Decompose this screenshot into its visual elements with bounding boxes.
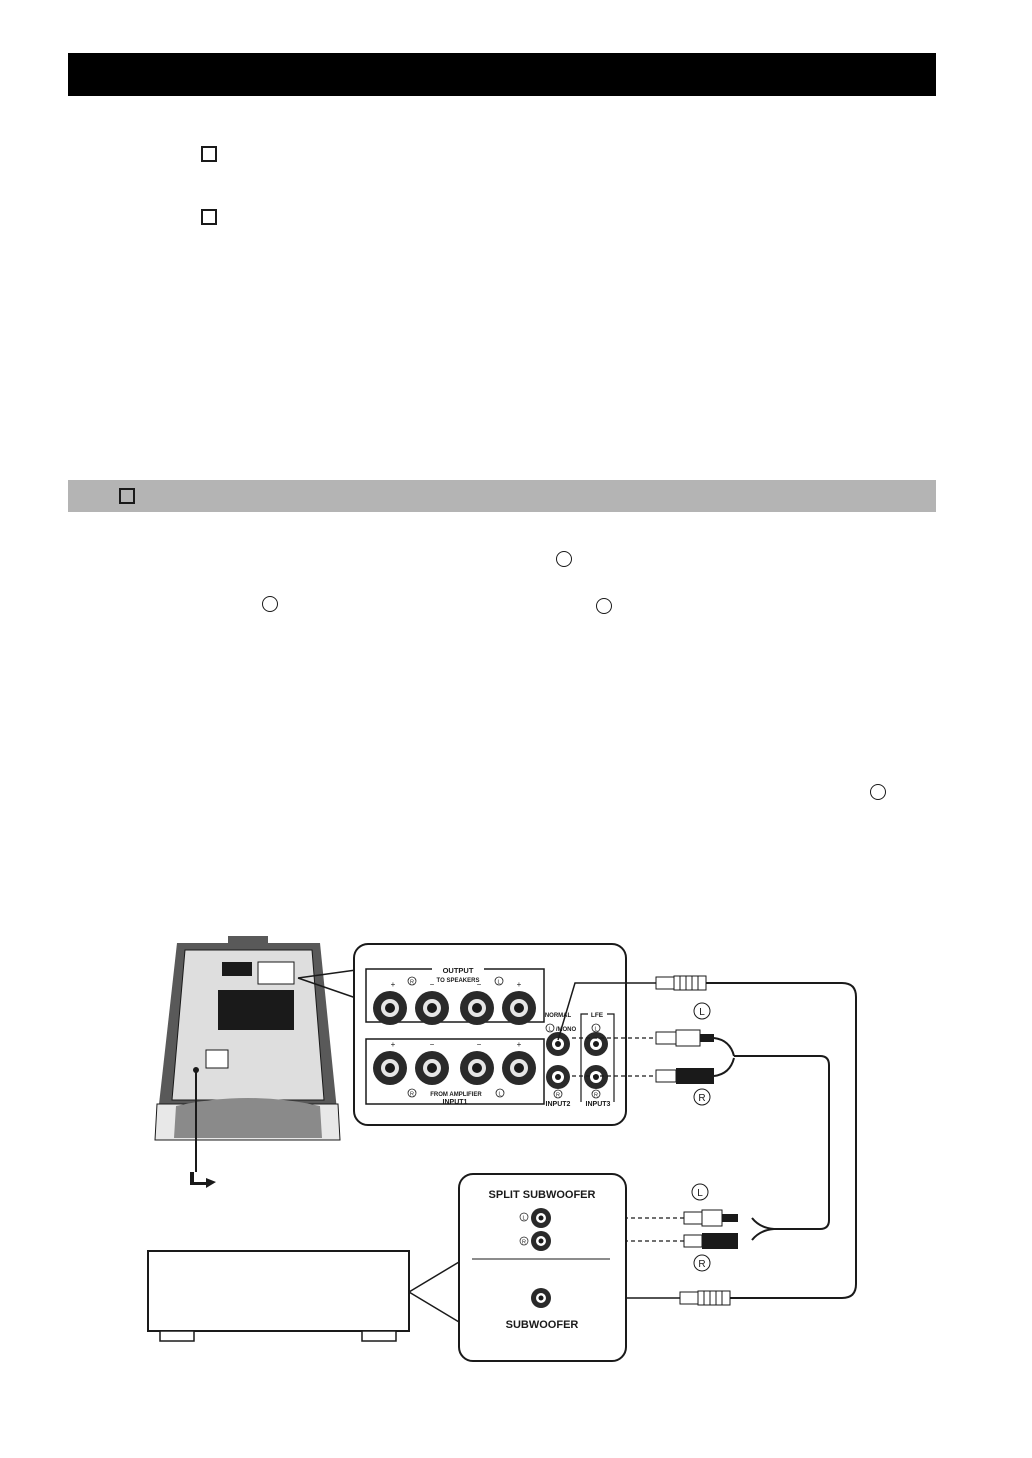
output-plus-mark-2: + [516, 980, 522, 989]
reference-circle-2 [262, 596, 278, 612]
mono-plug-top-head [656, 977, 674, 989]
plug-l-top-boot [700, 1034, 714, 1042]
cable-bottom-r-mark: R [698, 1259, 706, 1270]
plug-l-top-body [676, 1030, 700, 1046]
mono-plug-bottom-head [680, 1292, 698, 1304]
output-label: OUTPUT [442, 966, 474, 975]
heat-sink-grille [218, 990, 294, 1030]
reference-circle-4 [870, 784, 886, 800]
subwoofer-top-handle [228, 936, 268, 943]
amplifier-rear-panel-zoom [459, 1174, 626, 1361]
plug-r-top-body [676, 1068, 714, 1084]
input3-r-mark: R [594, 1092, 598, 1099]
amplifier-unit [148, 1251, 459, 1341]
subwoofer-out-label: SUBWOOFER [505, 1319, 579, 1331]
amplifier-callout-lines [409, 1262, 459, 1322]
input2-l-mark: L [548, 1026, 552, 1033]
cable-merge-top [714, 1038, 734, 1076]
reference-circle-3 [596, 598, 612, 614]
amplifier-foot-right [362, 1331, 396, 1341]
plug-l-bottom-boot [722, 1214, 738, 1222]
output-plus-mark-1: + [390, 980, 396, 989]
input1-plus-mark-2: + [516, 1040, 522, 1049]
split-cable-run [734, 1056, 829, 1229]
normal-label: NORMAL [544, 1013, 572, 1019]
input1-label: INPUT1 [442, 1099, 468, 1106]
input-output-panel-zoom [354, 944, 626, 1125]
input3-label: INPUT3 [585, 1101, 611, 1108]
mini-input-block [258, 962, 294, 984]
power-switch-icon [206, 1050, 228, 1068]
step-checkbox-1[interactable] [201, 146, 217, 162]
cable-bottom-l-mark: L [697, 1188, 703, 1199]
output-r-mark: R [410, 979, 414, 986]
plug-r-bottom-body [702, 1233, 738, 1249]
subwoofer-unit [155, 936, 356, 1188]
connection-diagram [0, 920, 1032, 1380]
to-speakers-label: TO SPEAKERS [436, 978, 480, 984]
cable-merge-bottom [752, 1218, 774, 1240]
mono-label: /MONO [555, 1027, 577, 1033]
input1-r-mark: R [410, 1091, 414, 1098]
input2-r-mark: R [556, 1092, 560, 1099]
lfe-label: LFE [590, 1012, 604, 1019]
step-checkbox-2[interactable] [201, 209, 217, 225]
input1-minus-mark-2: − [476, 1040, 482, 1049]
plug-r-top-head [656, 1070, 676, 1082]
split-subwoofer-label: SPLIT SUBWOOFER [488, 1189, 596, 1201]
amplifier-body [148, 1251, 409, 1331]
plug-l-bottom-head [684, 1212, 702, 1224]
mini-terminal-block [222, 962, 252, 976]
input1-l-mark: L [498, 1091, 502, 1098]
mono-cable-long-run [706, 983, 856, 1298]
plug-l-bottom-body [702, 1210, 722, 1226]
plug-r-bottom-head [684, 1235, 702, 1247]
amp-r-mark: R [522, 1239, 526, 1246]
output-minus-mark-1: − [429, 980, 435, 989]
subsection-checkbox[interactable] [119, 488, 135, 504]
plug-l-top-head [656, 1032, 676, 1044]
cable-top-l-mark: L [699, 1007, 705, 1018]
output-minus-mark-2: − [476, 980, 482, 989]
reference-circle-1 [556, 551, 572, 567]
input2-label: INPUT2 [545, 1101, 571, 1108]
output-l-mark: L [497, 979, 501, 986]
amp-zoom-frame [459, 1174, 626, 1361]
mono-plug-bottom-body [698, 1291, 730, 1305]
input1-minus-mark-1: − [429, 1040, 435, 1049]
input3-l-mark: L [594, 1026, 598, 1033]
power-plug-arrow-icon [190, 1172, 216, 1188]
from-amplifier-label: FROM AMPLIFIER [430, 1092, 482, 1098]
section-title-bar [68, 53, 936, 96]
mono-plug-top-body [674, 976, 706, 990]
amplifier-foot-left [160, 1331, 194, 1341]
input1-plus-mark-1: + [390, 1040, 396, 1049]
cable-top-r-mark: R [698, 1093, 706, 1104]
amp-l-mark: L [522, 1215, 526, 1222]
subsection-header-bar [68, 480, 936, 512]
